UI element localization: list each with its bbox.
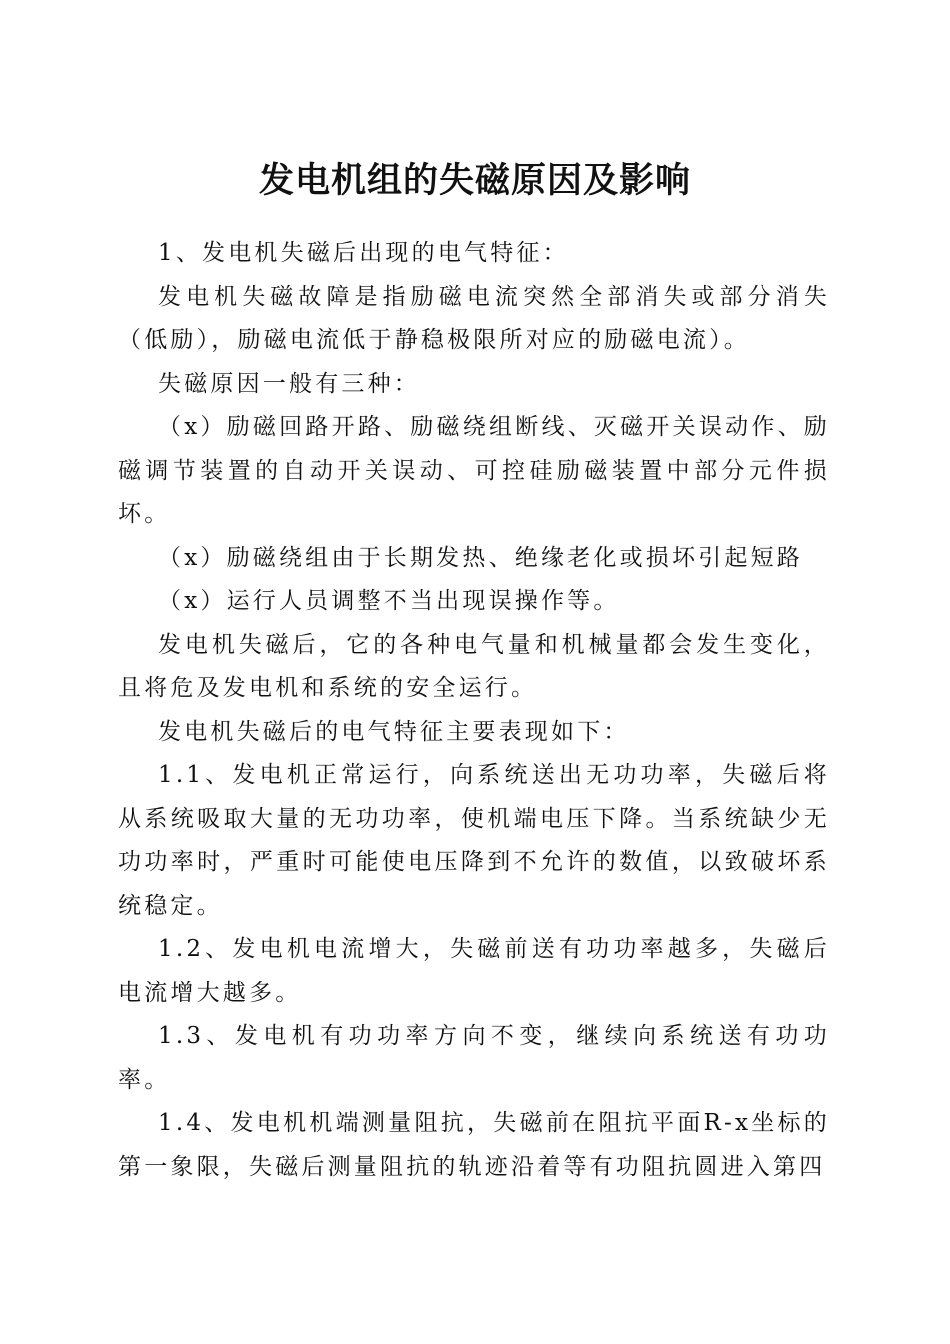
paragraph: 1.1、发电机正常运行，向系统送出无功功率，失磁后将从系统吸取大量的无功功率，使机端电压下降。当系统缺少无功功率时，严重时可能使电压降到不允许的数值，以致破坏系统稳定。 (118, 762, 830, 919)
document-title: 发电机组的失磁原因及影响 (258, 160, 691, 202)
paragraph: 发电机失磁后的电气特征主要表现如下： (158, 718, 630, 745)
paragraph: 失磁原因一般有三种： (158, 370, 420, 397)
paragraph-heading-1: 1、发电机失磁后出现的电气特征： (158, 240, 569, 266)
document-body (118, 232, 830, 1189)
paragraph: 1.2、发电机电流增大，失磁前送有功功率越多，失磁后电流增大越多。 (118, 936, 830, 1006)
paragraph: （x）励磁回路开路、励磁绕组断线、灭磁开关误动作、励磁调节装置的自动开关误动、可控硅励磁装置中部分元件损坏。 (118, 414, 830, 527)
paragraph: 发电机失磁后，它的各种电气量和机械量都会发生变化，且将危及发电机和系统的安全运行。 (118, 631, 830, 701)
paragraph: 1.4、发电机机端测量阻抗，失磁前在阻抗平面R-x坐标的第一象限，失磁后测量阻抗的轨迹沿着等有功阻抗圆进入第四 (118, 1110, 830, 1180)
paragraph: 发电机失磁故障是指励磁电流突然全部消失或部分消失（低励），励磁电流低于静稳极限所对应的励磁电流）。 (118, 283, 830, 353)
paragraph: （x）运行人员调整不当出现误操作等。 (158, 588, 620, 614)
paragraph: （x）励磁绕组由于长期发热、绝缘老化或损坏引起短路 (158, 544, 803, 571)
paragraph: 1.3、发电机有功功率方向不变，继续向系统送有功功率。 (118, 1023, 830, 1093)
